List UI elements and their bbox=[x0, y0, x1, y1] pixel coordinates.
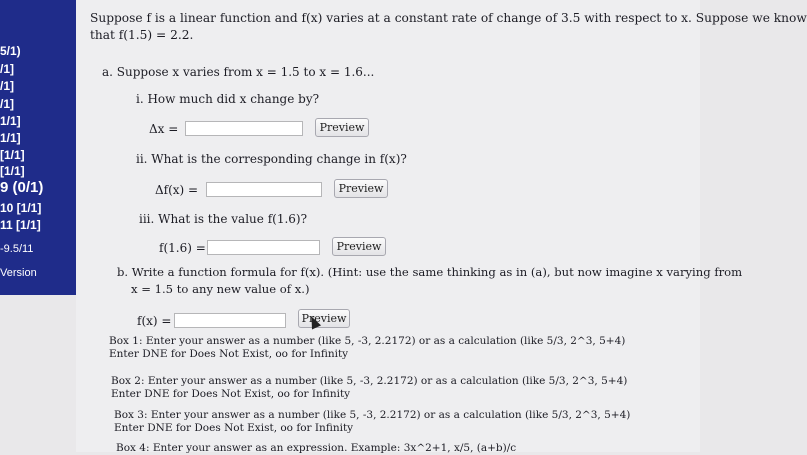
sidebar-item[interactable]: 1/1] bbox=[0, 131, 21, 145]
problem-list-sidebar bbox=[0, 0, 77, 295]
part-b-text: b. Write a function formula for f(x). (Hint: use the same thinking as in (a), but now imagine x varying from bbox=[117, 265, 743, 279]
box2-hint-2: Enter DNE for Does Not Exist, oo for Infinity bbox=[111, 388, 351, 400]
delta-f-label: Δf(x) = bbox=[155, 183, 199, 197]
sidebar-item[interactable]: 5/1) bbox=[0, 44, 21, 58]
problem-intro: Suppose f is a linear function and f(x) varies at a constant rate of change of 3.5 with respect to x. Suppose we know bbox=[90, 11, 807, 25]
part-b-text-2: x = 1.5 to any new value of x.) bbox=[131, 282, 310, 296]
sidebar-score: -9.5/11 bbox=[0, 243, 34, 255]
preview-button-4[interactable]: Preview bbox=[298, 309, 350, 328]
sidebar-version-link[interactable]: Version bbox=[0, 267, 37, 279]
part-a-text: a. Suppose x varies from x = 1.5 to x = 1.6... bbox=[102, 65, 375, 79]
sidebar-item[interactable]: 10 [1/1] bbox=[0, 201, 42, 215]
part-a-ii-question: ii. What is the corresponding change in f(x)? bbox=[136, 152, 407, 166]
sidebar-item[interactable]: /1] bbox=[0, 79, 15, 93]
box1-hint-2: Enter DNE for Does Not Exist, oo for Infinity bbox=[109, 348, 349, 360]
sidebar-item[interactable]: /1] bbox=[0, 97, 15, 111]
preview-button-1[interactable]: Preview bbox=[315, 118, 369, 137]
sidebar-item-current[interactable]: 9 (0/1) bbox=[0, 179, 44, 196]
delta-f-input[interactable] bbox=[206, 182, 322, 197]
box2-hint: Box 2: Enter your answer as a number (like 5, -3, 2.2172) or as a calculation (like 5/3, 2^3, 5+4) bbox=[111, 375, 628, 387]
box3-hint: Box 3: Enter your answer as a number (like 5, -3, 2.2172) or as a calculation (like 5/3, 2^3, 5+4) bbox=[114, 409, 631, 421]
box3-hint-2: Enter DNE for Does Not Exist, oo for Infinity bbox=[114, 422, 354, 434]
problem-intro-2: that f(1.5) = 2.2. bbox=[90, 28, 194, 42]
part-a-i-question: i. How much did x change by? bbox=[136, 92, 320, 106]
box1-hint: Box 1: Enter your answer as a number (like 5, -3, 2.2172) or as a calculation (like 5/3, 2^3, 5+4) bbox=[109, 335, 626, 347]
preview-button-3[interactable]: Preview bbox=[332, 237, 386, 256]
sidebar-item[interactable]: /1] bbox=[0, 62, 15, 76]
sidebar-item[interactable]: [1/1] bbox=[0, 148, 25, 162]
preview-button-2[interactable]: Preview bbox=[334, 179, 388, 198]
delta-x-input[interactable] bbox=[185, 121, 303, 136]
sidebar-item[interactable]: [1/1] bbox=[0, 164, 25, 178]
sidebar-item[interactable]: 1/1] bbox=[0, 114, 21, 128]
fx-input[interactable] bbox=[174, 313, 286, 328]
box4-hint: Box 4: Enter your answer as an expression. Example: 3x^2+1, x/5, (a+b)/c bbox=[116, 442, 517, 454]
part-a-iii-question: iii. What is the value f(1.6)? bbox=[139, 212, 308, 226]
f16-input[interactable] bbox=[207, 240, 320, 255]
delta-x-label: Δx = bbox=[149, 122, 179, 136]
sidebar-item[interactable]: 11 [1/1] bbox=[0, 218, 41, 232]
f16-label: f(1.6) = bbox=[159, 241, 206, 255]
fx-label: f(x) = bbox=[137, 314, 172, 328]
problem-content bbox=[76, 0, 807, 454]
